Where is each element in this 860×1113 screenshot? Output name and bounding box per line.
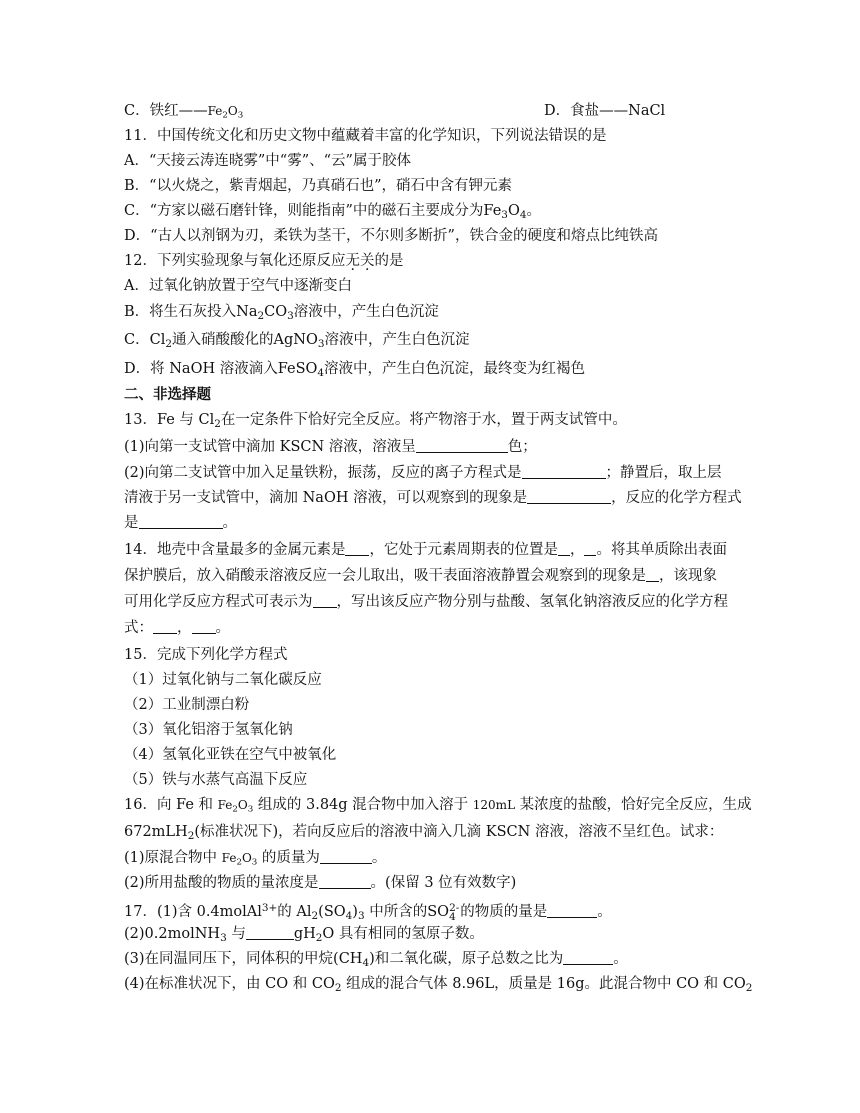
q12-option-d: D．将 NaOH 溶液滴入FeSO$_4$溶液中，产生白色沉淀，最终变为红褐色 — [124, 361, 586, 379]
q14-line4: 式： ， 。 — [124, 620, 230, 636]
q17-part2: (2)0.2molNH$_3$ 与 $gH_2O$ 具有相同的氢原子数。 — [124, 926, 484, 944]
q13-part2: (2)向第二支试管中加入足量铁粉，振荡，反应的离子方程式是 ；静置后，取上层 — [124, 465, 722, 481]
q14-line2: 保护膜后，放入硝酸汞溶液反应一会儿取出，吸干表面溶液静置会观察到的现象是 ，该现象 — [124, 568, 717, 584]
q16-part2: (2)所用盐酸的物质的量浓度是 。(保留 3 位有效数字) — [124, 875, 517, 891]
q10-option-d: D．食盐——NaCl — [544, 103, 666, 119]
q16-part1: (1)原混合物中 $Fe_2O_3$ 的质量为 。 — [124, 850, 387, 868]
answer-blank[interactable] — [246, 925, 294, 940]
q13-part2-end: 是 。 — [124, 515, 237, 531]
answer-blank[interactable] — [527, 489, 611, 504]
answer-blank[interactable] — [192, 619, 216, 634]
q12-option-b: B．将生石灰投入$Na_2CO_3$溶液中，产生白色沉淀 — [124, 304, 439, 322]
q12-option-c: C．$Cl_2$通入硝酸酸化的AgNO$_3$溶液中，产生白色沉淀 — [124, 332, 470, 350]
q12-option-a: A．过氧化钠放置于空气中逐渐变白 — [124, 278, 352, 294]
q11-stem: 11．中国传统文化和历史文物中蕴藏着丰富的化学知识，下列说法错误的是 — [124, 128, 607, 144]
answer-blank[interactable] — [547, 903, 597, 918]
section-heading: 二、非选择题 — [124, 386, 211, 403]
emphasis-dot-char: 无 — [345, 253, 360, 269]
q17-part1: 17．(1)含 0.4molAl$^{3+}$的 $Al_2(SO_4)_3$ 中所含的SO 2- 4 的物质的量是 。 — [124, 901, 612, 923]
answer-blank[interactable] — [319, 874, 371, 889]
q15-item-3: （3）氧化铝溶于氢氧化钠 — [124, 722, 293, 738]
q14-line1: 14．地壳中含量最多的金属元素是 ，它处于元素周期表的位置是 ， 。将其单质除出表面 — [124, 542, 727, 558]
q16-line1: 16．向 Fe 和 $Fe_2O_3$ 组成的 3.84g 混合物中加入溶于 120mL 某浓度的盐酸，恰好完全反应，生成 — [124, 797, 752, 815]
answer-blank[interactable] — [139, 514, 223, 529]
q11-option-c: C．“方家以磁石磨针锋，则能指南”中的磁石主要成分为$Fe_3O_4$。 — [124, 203, 541, 221]
q17-part3: (3)在同温同压下，同体积的甲烷$(CH_4)$和二氧化碳，原子总数之比为 。 — [124, 951, 628, 969]
q13-part1: (1)向第一支试管中滴加 KSCN 溶液，溶液呈 色； — [124, 439, 537, 455]
q11-option-b: B．“以火烧之，紫青烟起，乃真硝石也”，硝石中含有钾元素 — [124, 178, 512, 194]
answer-blank[interactable] — [320, 849, 372, 864]
answer-blank[interactable] — [416, 438, 508, 453]
q10-option-c: C．铁红$——Fe_2O_3$ D．食盐——NaCl — [124, 103, 666, 121]
answer-blank[interactable] — [153, 619, 177, 634]
answer-blank[interactable] — [558, 541, 570, 556]
answer-blank[interactable] — [563, 950, 613, 965]
answer-blank[interactable] — [522, 464, 606, 479]
q15-item-5: （5）铁与水蒸气高温下反应 — [124, 772, 308, 788]
q11-option-a: A．“天接云涛连晓雾”中“雾”、“云”属于胶体 — [124, 153, 411, 169]
q15-item-2: （2）工业制漂白粉 — [124, 697, 250, 713]
emphasis-dot-char: 关 — [359, 253, 375, 269]
q15-stem: 15．完成下列化学方程式 — [124, 647, 288, 663]
answer-blank[interactable] — [345, 541, 369, 556]
q12-stem: 12．下列实验现象与氧化还原反应无关的是 — [124, 253, 404, 269]
q15-item-4: （4）氢氧化亚铁在空气中被氧化 — [124, 747, 337, 763]
answer-blank[interactable] — [313, 593, 337, 608]
q15-item-1: （1）过氧化钠与二氧化碳反应 — [124, 672, 322, 688]
q17-part4: (4)在标准状况下，由 CO 和 $CO_2$ 组成的混合气体 8.96L，质量是 16g。此混合物中 CO 和 $CO_2$ — [124, 976, 753, 994]
fe2o3-formula: $Fe_2O_3$ — [207, 104, 244, 121]
q13-part2-cont: 清液于另一支试管中，滴加 NaOH 溶液，可以观察到的现象是 ，反应的化学方程式 — [124, 490, 742, 506]
answer-blank[interactable] — [584, 541, 596, 556]
q11-option-d: D．“古人以剂钢为刃，柔铁为茎干，不尔则多断折”，铁合金的硬度和熔点比纯铁高 — [124, 228, 658, 244]
q13-stem: 13．Fe 与 $Cl_2$在一定条件下恰好完全反应。将产物溶于水，置于两支试管中。 — [124, 412, 627, 430]
q14-line3: 可用化学反应方程式可表示为 ，写出该反应产物分别与盐酸、氢氧化钠溶液反应的化学方程 — [124, 594, 728, 610]
answer-blank[interactable] — [646, 567, 659, 582]
q16-line2: 672mLH$_2$(标准状况下)，若向反应后的溶液中滴入几滴 KSCN 溶液，溶液不呈红色。试求： — [124, 824, 724, 842]
